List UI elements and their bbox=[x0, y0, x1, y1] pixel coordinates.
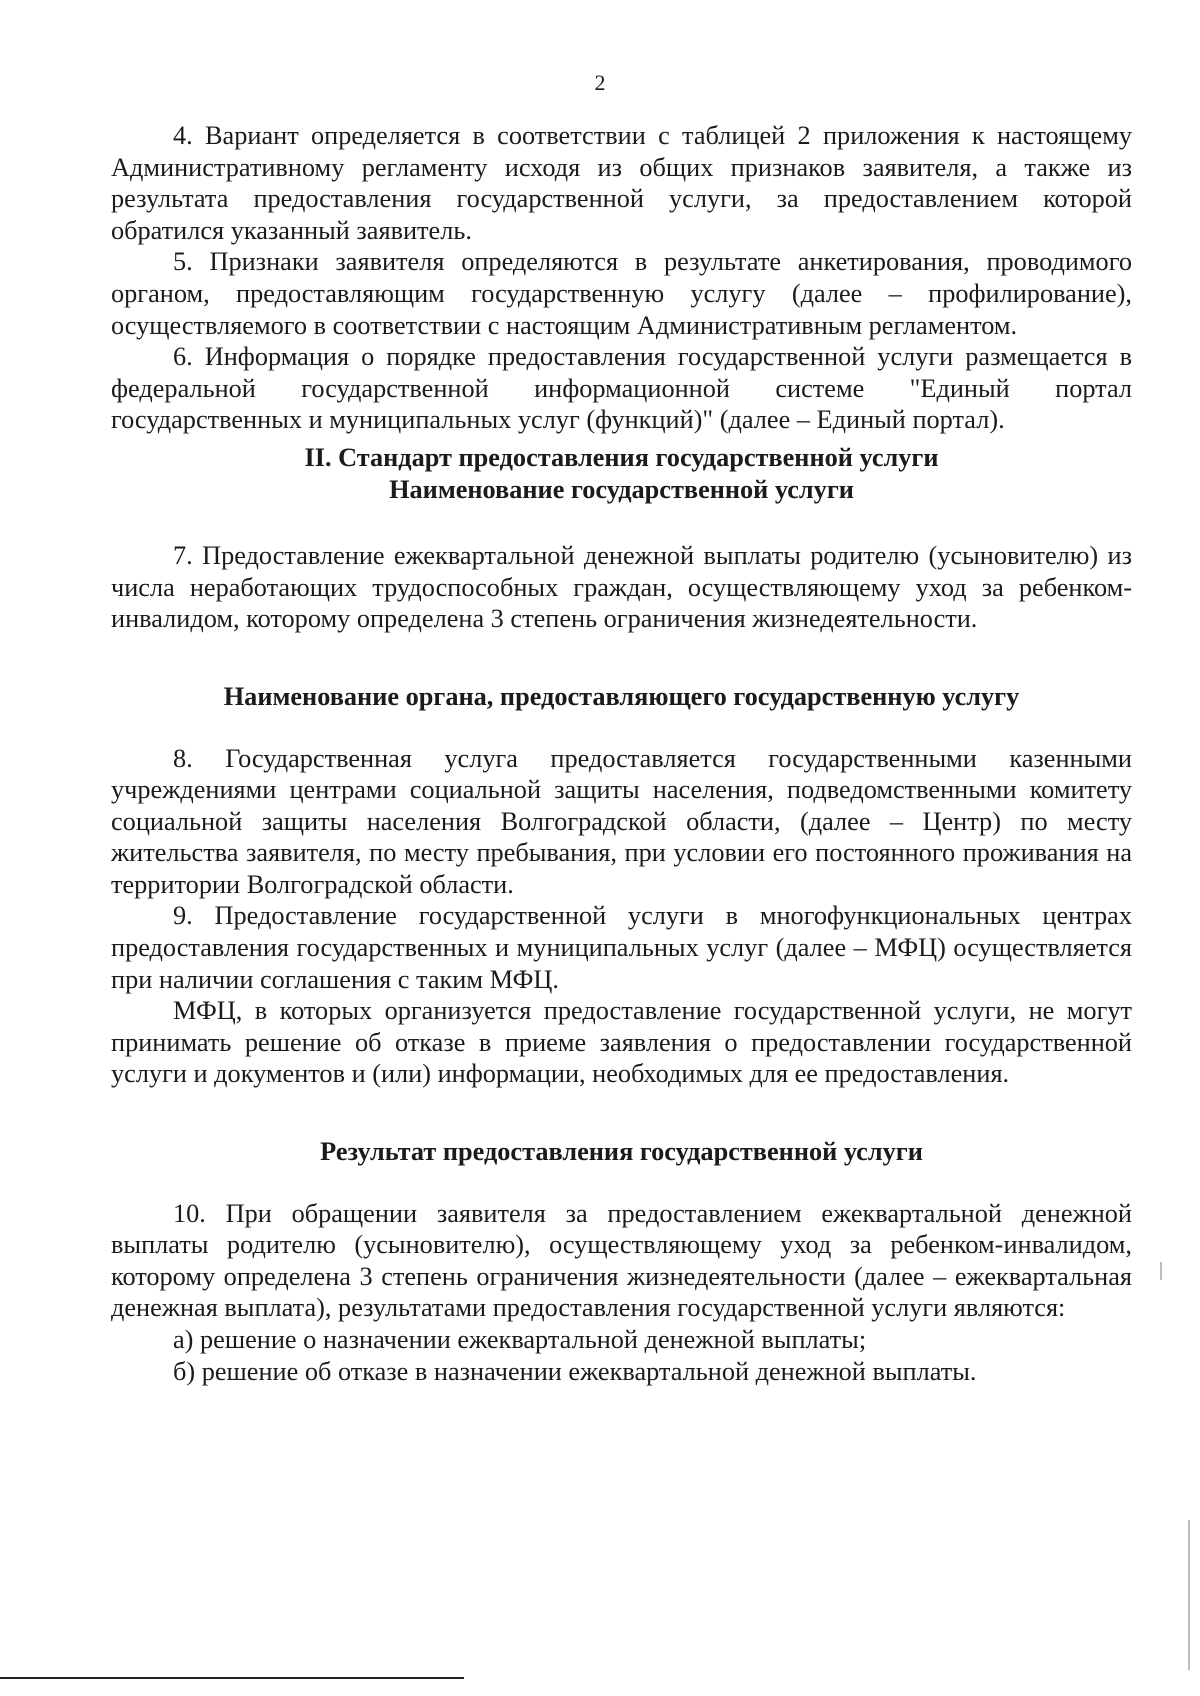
spacer bbox=[111, 1090, 1132, 1136]
paragraph-5: 5. Признаки заявителя определяются в результате анкетирования, проводимого органом, предоставляющим государственную услугу (далее – профилирование), осуществляемого в соответствии с настоящим Административным регламентом. bbox=[111, 247, 1132, 340]
document-body bbox=[111, 120, 1132, 1387]
result-heading: Результат предоставления государственной услуги bbox=[320, 1137, 923, 1167]
list-item-b: б) решение об отказе в назначении ежеквартальной денежной выплаты. bbox=[173, 1356, 977, 1386]
paragraph-mfc: МФЦ, в которых организуется предоставление государственной услуги, не могут принимать решение об отказе в приеме заявления о предоставлении государственной услуги и документов и (или) информации, необходимых для ее предоставления. bbox=[111, 996, 1132, 1089]
section-2-heading: II. Стандарт предоставления государственной услуги bbox=[304, 442, 939, 472]
paragraph-4: 4. Вариант определяется в соответствии с таблицей 2 приложения к настоящему Административному регламенту исходя из общих признаков заявителя, а также из результата предоставления государственной услуги, за предоставлением которой обратился указанный заявитель. bbox=[111, 121, 1132, 245]
footer-rule bbox=[0, 1677, 464, 1679]
paragraph-9: 9. Предоставление государственной услуги в многофункциональных центрах предоставления государственных и муниципальных услуг (далее – МФЦ) осуществляется при наличии соглашения с таким МФЦ. bbox=[111, 901, 1132, 994]
spacer bbox=[111, 1168, 1132, 1198]
list-item-a: а) решение о назначении ежеквартальной денежной выплаты; bbox=[173, 1325, 867, 1354]
spacer bbox=[111, 505, 1132, 540]
paragraph-7: 7. Предоставление ежеквартальной денежной выплаты родителю (усыновителю) из числа неработающих трудоспособных граждан, осуществляющему уход за ребенком-инвалидом, которому определена 3 степень ограничения жизнедеятельности. bbox=[111, 541, 1132, 634]
scan-artifact bbox=[1188, 1520, 1190, 1670]
page-number: 2 bbox=[594, 70, 606, 95]
paragraph-10: 10. При обращении заявителя за предоставлением ежеквартальной денежной выплаты родителю (усыновителю), осуществляющему уход за ребенком-инвалидом, которому определена 3 степень ограничения жизнедеятельности (далее – ежеквартальная денежная выплата), результатами предоставления государственной услуги являются: bbox=[111, 1198, 1132, 1323]
spacer bbox=[111, 713, 1132, 743]
scan-artifact bbox=[1160, 1262, 1162, 1280]
paragraph-8: 8. Государственная услуга предоставляется государственными казенными учреждениями центрами социальной защиты населения, подведомственными комитету социальной защиты населения Волгоградской области, (далее – Центр) по месту жительства заявителя, по месту пребывания, при условии его постоянного проживания на территории Волгоградской области. bbox=[111, 743, 1132, 899]
service-name-heading: Наименование государственной услуги bbox=[389, 474, 854, 504]
paragraph-6: 6. Информация о порядке предоставления государственной услуги размещается в федеральной государственной информационной системе "Единый портал государственных и муниципальных услуг (функций)" (далее – Единый портал). bbox=[111, 342, 1132, 435]
organ-heading: Наименование органа, предоставляющего государственную услугу bbox=[223, 681, 1020, 711]
spacer bbox=[111, 635, 1132, 681]
